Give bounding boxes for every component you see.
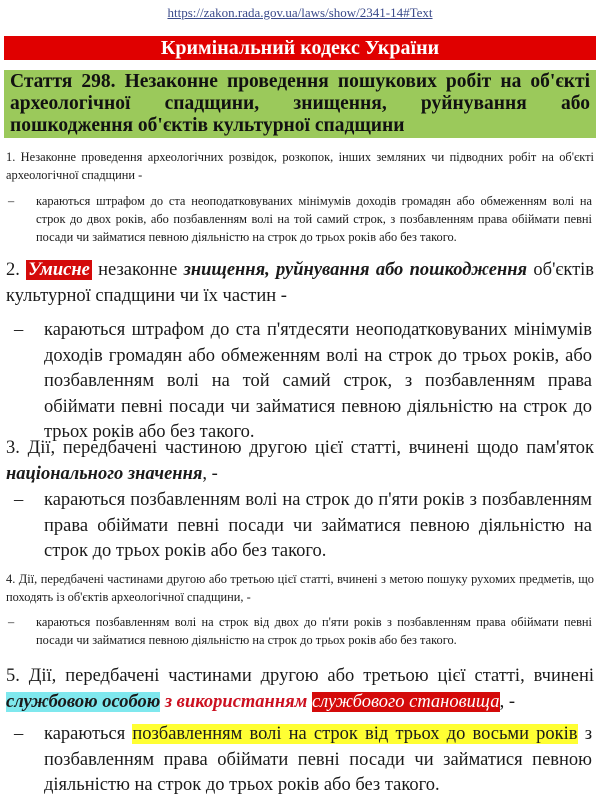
penalty-text: караються позбавленням волі на строк від двох до п'яти років з позбавленням права обіймати певні посади чи займатися певною діяльністю на строк до трьох років або без такого. [36, 615, 592, 647]
emphasis-using: з використанням [164, 691, 308, 712]
part-4-text: 4. Дії, передбачені частинами другою або третьою цієї статті, вчинені з метою пошуку рухомих предметів, що походять із об'єктів археологічної спадщини, - [6, 572, 594, 604]
highlight-position: службового становища [311, 691, 500, 712]
emphasis-national: національного значення [6, 463, 203, 484]
part-2-penalty [14, 318, 592, 446]
part-5-text [6, 664, 594, 715]
part-1-text: 1. Незаконне проведення археологічних розвідок, розкопок, інших земляних чи підводних робіт на об'єкті археологічної спадщини - [6, 150, 594, 182]
highlight-intentional: Умисне [28, 260, 90, 280]
dash-bullet: – [14, 320, 24, 340]
dash-bullet: – [8, 615, 15, 629]
article-title: Стаття 298. Незаконне проведення пошукових робіт на об'єкті археологічної спадщини, знищення, руйнування або пошкодження об'єктів культурної спадщини [4, 70, 596, 138]
penalty-text: з позбавленням права обіймати певні посади чи займатися певною діяльністю на строк до трьох років або без такого. [44, 724, 592, 795]
part-2-text [6, 258, 594, 309]
part-text: , - [202, 463, 218, 484]
part-text: 3. Дії, передбачені частиною другою цієї статті, вчинені щодо пам'яток [6, 438, 594, 458]
penalty-text: караються позбавленням волі на строк до п'яти років з позбавленням права обіймати певні посади чи займатися певною діяльністю на строк до трьох років або без такого. [44, 490, 592, 561]
emphasis-destruction: знищення, руйнування або пошкодження [183, 260, 528, 280]
part-5-penalty [14, 722, 592, 799]
dash-bullet: – [8, 194, 15, 208]
penalty-text: караються штрафом до ста п'ятдесяти неоподатковуваних мінімумів доходів громадян або обмеженням волі на строк до трьох років, або позбавленням волі на той самий строк, з позбавленням права обіймати певні посади чи займатися певною діяльністю на строк до трьох років або без такого. [44, 320, 592, 442]
penalty-text: караються штрафом до ста неоподатковуваних мінімумів доходів громадян або обмеженням волі на строк до двох років, або позбавленням волі на той самий строк, з позбавленням права обіймати певні посади чи займатися певною діяльністю на строк до трьох років або без такого. [36, 194, 592, 244]
part-number: 2. [6, 260, 20, 280]
part-text: незаконне [98, 260, 178, 280]
part-3-text [6, 436, 594, 487]
dash-bullet: – [14, 490, 24, 510]
part-4-penalty [8, 613, 592, 649]
part-text: , - [499, 691, 515, 712]
part-text: об'єктів культурної спадщини чи їх частин - [6, 260, 595, 306]
highlight-penalty: позбавленням волі на строк від трьох до восьми років [132, 724, 578, 744]
part-text: 5. Дії, передбачені частинами другою або третьою цієї статті, вчинені [6, 666, 594, 686]
part-1-penalty [8, 192, 592, 246]
source-url-link[interactable]: https://zakon.rada.gov.ua/laws/show/2341-14#Text [167, 5, 433, 20]
highlight-official: службовою особою [6, 691, 161, 712]
dash-bullet: – [14, 724, 24, 744]
code-title-banner: Кримінальний кодекс України [4, 36, 596, 60]
part-3-penalty [14, 488, 592, 565]
penalty-text: караються [44, 724, 126, 744]
